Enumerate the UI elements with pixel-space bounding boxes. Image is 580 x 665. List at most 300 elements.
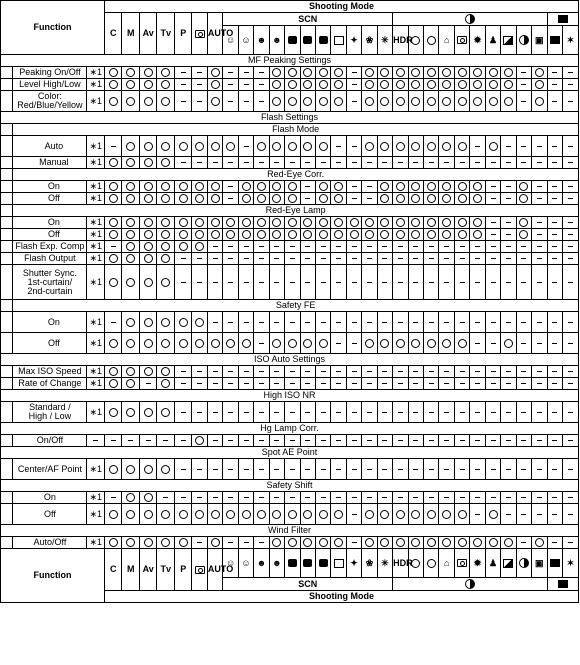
unavailable-mark bbox=[197, 72, 202, 73]
availability-cell bbox=[122, 229, 140, 241]
available-mark bbox=[458, 68, 467, 77]
availability-cell bbox=[157, 402, 175, 423]
availability-cell bbox=[285, 67, 300, 79]
availability-cell bbox=[238, 91, 253, 112]
availability-cell bbox=[139, 459, 157, 480]
availability-cell bbox=[223, 217, 238, 229]
availability-cell bbox=[122, 181, 140, 193]
unavailable-mark bbox=[274, 162, 279, 163]
availability-cell bbox=[346, 402, 361, 423]
mode-column-header bbox=[254, 549, 269, 578]
availability-cell bbox=[254, 312, 269, 333]
unavailable-mark bbox=[305, 412, 310, 413]
available-mark bbox=[396, 510, 405, 519]
indent-cell bbox=[1, 312, 13, 333]
available-mark bbox=[272, 510, 281, 519]
underwater-icon: ❀ bbox=[365, 557, 374, 568]
mode-tv: Tv bbox=[157, 549, 175, 591]
availability-cell bbox=[470, 241, 485, 253]
availability-cell bbox=[377, 241, 392, 253]
mode-column-header bbox=[485, 26, 500, 55]
unavailable-mark bbox=[336, 412, 341, 413]
mode-column-header bbox=[408, 26, 423, 55]
available-mark bbox=[272, 142, 281, 151]
indent-cell bbox=[1, 67, 13, 79]
available-mark bbox=[334, 510, 343, 519]
unavailable-mark bbox=[552, 440, 557, 441]
row-label: Off bbox=[13, 504, 87, 525]
unavailable-mark bbox=[568, 383, 573, 384]
availability-cell bbox=[300, 402, 315, 423]
availability-cell bbox=[454, 241, 469, 253]
unavailable-mark bbox=[367, 246, 372, 247]
available-mark bbox=[380, 339, 389, 348]
unavailable-mark bbox=[460, 258, 465, 259]
availability-cell bbox=[439, 435, 454, 447]
unavailable-mark bbox=[336, 282, 341, 283]
wink-timer-icon: ☻ bbox=[256, 34, 267, 45]
unavailable-mark bbox=[228, 162, 233, 163]
unavailable-mark bbox=[197, 371, 202, 372]
availability-cell bbox=[207, 79, 222, 91]
available-mark bbox=[442, 182, 451, 191]
note-cell bbox=[87, 435, 105, 447]
available-mark bbox=[411, 339, 420, 348]
unavailable-mark bbox=[146, 440, 151, 441]
unavailable-mark bbox=[382, 469, 387, 470]
unavailable-mark bbox=[197, 542, 202, 543]
unavailable-mark bbox=[429, 282, 434, 283]
available-mark bbox=[319, 230, 328, 239]
mode-column-header bbox=[346, 26, 361, 55]
available-mark bbox=[126, 97, 135, 106]
unavailable-mark bbox=[259, 322, 264, 323]
availability-cell bbox=[485, 504, 500, 525]
available-mark bbox=[334, 182, 343, 191]
available-mark bbox=[396, 538, 405, 547]
availability-cell bbox=[315, 435, 330, 447]
unavailable-mark bbox=[367, 440, 372, 441]
availability-cell bbox=[269, 193, 284, 205]
availability-cell bbox=[254, 253, 269, 265]
mode-column-header bbox=[454, 26, 469, 55]
availability-cell bbox=[157, 378, 175, 390]
availability-cell bbox=[104, 366, 122, 378]
availability-cell bbox=[439, 378, 454, 390]
available-mark bbox=[288, 97, 297, 106]
available-mark bbox=[458, 538, 467, 547]
creative-filters-icon bbox=[465, 14, 475, 24]
available-mark bbox=[109, 230, 118, 239]
available-mark bbox=[257, 194, 266, 203]
available-mark bbox=[427, 182, 436, 191]
available-mark bbox=[442, 68, 451, 77]
unavailable-mark bbox=[475, 162, 480, 163]
availability-cell bbox=[300, 435, 315, 447]
availability-cell bbox=[424, 181, 439, 193]
availability-cell bbox=[362, 459, 377, 480]
availability-cell bbox=[516, 492, 531, 504]
unavailable-mark bbox=[398, 246, 403, 247]
availability-cell bbox=[547, 229, 562, 241]
available-mark bbox=[109, 408, 118, 417]
available-mark bbox=[489, 142, 498, 151]
availability-cell bbox=[470, 492, 485, 504]
availability-cell bbox=[207, 333, 222, 354]
availability-cell bbox=[254, 229, 269, 241]
availability-cell bbox=[424, 193, 439, 205]
availability-cell bbox=[485, 193, 500, 205]
available-mark bbox=[519, 182, 528, 191]
availability-cell bbox=[331, 157, 346, 169]
unavailable-mark bbox=[491, 186, 496, 187]
availability-cell bbox=[139, 366, 157, 378]
unavailable-mark bbox=[367, 258, 372, 259]
available-mark bbox=[242, 194, 251, 203]
availability-cell bbox=[532, 378, 547, 390]
unavailable-mark bbox=[491, 234, 496, 235]
availability-cell bbox=[393, 181, 408, 193]
availability-cell bbox=[562, 241, 578, 253]
unavailable-mark bbox=[382, 246, 387, 247]
availability-cell bbox=[269, 378, 284, 390]
unavailable-mark bbox=[568, 101, 573, 102]
unavailable-mark bbox=[197, 258, 202, 259]
availability-cell bbox=[454, 265, 469, 300]
availability-cell bbox=[207, 217, 222, 229]
availability-cell bbox=[269, 435, 284, 447]
unavailable-mark bbox=[321, 282, 326, 283]
availability-cell bbox=[547, 79, 562, 91]
availability-cell bbox=[346, 504, 361, 525]
availability-cell bbox=[122, 157, 140, 169]
available-mark bbox=[396, 339, 405, 348]
unavailable-mark bbox=[429, 412, 434, 413]
note-cell: ∗1 bbox=[87, 537, 105, 549]
availability-cell bbox=[501, 504, 516, 525]
unavailable-mark bbox=[568, 469, 573, 470]
unavailable-mark bbox=[491, 222, 496, 223]
availability-cell bbox=[139, 402, 157, 423]
availability-cell bbox=[139, 312, 157, 333]
unavailable-mark bbox=[506, 222, 511, 223]
available-mark bbox=[242, 339, 251, 348]
unavailable-mark bbox=[181, 84, 186, 85]
face-timer-icon: ☻ bbox=[272, 34, 282, 45]
availability-cell bbox=[454, 459, 469, 480]
available-mark bbox=[489, 97, 498, 106]
unavailable-mark bbox=[382, 412, 387, 413]
unavailable-mark bbox=[259, 84, 264, 85]
availability-cell bbox=[377, 79, 392, 91]
availability-cell bbox=[269, 402, 284, 423]
unavailable-mark bbox=[367, 322, 372, 323]
available-mark bbox=[144, 367, 153, 376]
available-mark bbox=[195, 436, 204, 445]
available-mark bbox=[319, 510, 328, 519]
mode-column-header bbox=[516, 549, 531, 578]
availability-cell bbox=[207, 229, 222, 241]
availability-cell bbox=[424, 79, 439, 91]
availability-cell bbox=[300, 79, 315, 91]
unavailable-mark bbox=[429, 322, 434, 323]
availability-cell bbox=[516, 378, 531, 390]
available-mark bbox=[303, 142, 312, 151]
indent-cell bbox=[1, 241, 13, 253]
availability-cell bbox=[532, 241, 547, 253]
available-mark bbox=[161, 339, 170, 348]
available-mark bbox=[396, 80, 405, 89]
unavailable-mark bbox=[506, 198, 511, 199]
unavailable-mark bbox=[228, 412, 233, 413]
available-mark bbox=[458, 218, 467, 227]
section-title: ISO Auto Settings bbox=[1, 354, 579, 366]
availability-cell bbox=[470, 217, 485, 229]
mode-column-header bbox=[562, 26, 578, 55]
note-cell: ∗1 bbox=[87, 136, 105, 157]
available-mark bbox=[179, 230, 188, 239]
unavailable-mark bbox=[382, 371, 387, 372]
available-mark bbox=[396, 68, 405, 77]
unavailable-mark bbox=[228, 198, 233, 199]
availability-cell bbox=[254, 504, 269, 525]
availability-cell bbox=[157, 136, 175, 157]
unavailable-mark bbox=[460, 440, 465, 441]
availability-cell bbox=[104, 67, 122, 79]
availability-cell bbox=[485, 136, 500, 157]
unavailable-mark bbox=[491, 371, 496, 372]
available-mark bbox=[272, 538, 281, 547]
availability-cell bbox=[454, 91, 469, 112]
available-mark bbox=[411, 510, 420, 519]
unavailable-mark bbox=[244, 162, 249, 163]
available-mark bbox=[319, 339, 328, 348]
availability-cell bbox=[104, 79, 122, 91]
availability-cell bbox=[269, 181, 284, 193]
handheld-night-icon bbox=[319, 559, 328, 567]
note-cell: ∗1 bbox=[87, 91, 105, 112]
unavailable-mark bbox=[537, 371, 542, 372]
availability-cell bbox=[207, 253, 222, 265]
availability-cell bbox=[223, 435, 238, 447]
unavailable-mark bbox=[259, 72, 264, 73]
unavailable-mark bbox=[274, 322, 279, 323]
unavailable-mark bbox=[228, 72, 233, 73]
availability-cell bbox=[285, 537, 300, 549]
availability-cell bbox=[393, 229, 408, 241]
availability-cell bbox=[501, 366, 516, 378]
unavailable-mark bbox=[305, 198, 310, 199]
availability-cell bbox=[516, 241, 531, 253]
availability-cell bbox=[424, 366, 439, 378]
availability-cell bbox=[174, 366, 192, 378]
unavailable-mark bbox=[413, 412, 418, 413]
unavailable-mark bbox=[552, 186, 557, 187]
availability-cell bbox=[122, 79, 140, 91]
available-mark bbox=[161, 379, 170, 388]
availability-cell bbox=[285, 229, 300, 241]
availability-cell bbox=[139, 91, 157, 112]
available-mark bbox=[179, 182, 188, 191]
note-cell: ∗1 bbox=[87, 79, 105, 91]
underwater-icon: ❀ bbox=[365, 34, 374, 45]
available-mark bbox=[535, 80, 544, 89]
unavailable-mark bbox=[537, 222, 542, 223]
availability-cell bbox=[532, 366, 547, 378]
availability-cell bbox=[439, 91, 454, 112]
availability-cell bbox=[104, 459, 122, 480]
availability-cell bbox=[547, 67, 562, 79]
available-mark bbox=[179, 538, 188, 547]
availability-cell bbox=[285, 181, 300, 193]
available-mark bbox=[257, 142, 266, 151]
availability-cell bbox=[254, 492, 269, 504]
availability-cell bbox=[223, 136, 238, 157]
mode-column-header bbox=[439, 549, 454, 578]
note-cell: ∗1 bbox=[87, 333, 105, 354]
availability-cell bbox=[408, 459, 423, 480]
availability-cell bbox=[547, 492, 562, 504]
unavailable-mark bbox=[413, 383, 418, 384]
toy-camera-icon bbox=[457, 559, 467, 567]
unavailable-mark bbox=[259, 246, 264, 247]
available-mark bbox=[144, 194, 153, 203]
availability-cell bbox=[377, 435, 392, 447]
unavailable-mark bbox=[93, 440, 98, 441]
section-title: Hg Lamp Corr. bbox=[1, 423, 579, 435]
availability-cell bbox=[174, 333, 192, 354]
available-mark bbox=[380, 97, 389, 106]
available-mark bbox=[458, 230, 467, 239]
availability-cell bbox=[439, 459, 454, 480]
availability-cell bbox=[485, 217, 500, 229]
availability-cell bbox=[331, 253, 346, 265]
availability-cell bbox=[424, 459, 439, 480]
unavailable-mark bbox=[228, 440, 233, 441]
available-mark bbox=[380, 68, 389, 77]
unavailable-mark bbox=[429, 371, 434, 372]
available-mark bbox=[427, 510, 436, 519]
availability-cell bbox=[315, 136, 330, 157]
availability-cell bbox=[139, 253, 157, 265]
unavailable-mark bbox=[290, 497, 295, 498]
availability-cell bbox=[547, 217, 562, 229]
availability-cell bbox=[439, 229, 454, 241]
availability-cell bbox=[346, 459, 361, 480]
unavailable-mark bbox=[213, 469, 218, 470]
movie-footer bbox=[547, 578, 578, 591]
availability-cell bbox=[331, 229, 346, 241]
available-mark bbox=[195, 318, 204, 327]
availability-cell bbox=[454, 504, 469, 525]
availability-cell bbox=[439, 181, 454, 193]
unavailable-mark bbox=[521, 469, 526, 470]
availability-cell bbox=[377, 537, 392, 549]
availability-cell bbox=[139, 504, 157, 525]
unavailable-mark bbox=[475, 343, 480, 344]
unavailable-mark bbox=[321, 383, 326, 384]
unavailable-mark bbox=[521, 514, 526, 515]
unavailable-mark bbox=[506, 469, 511, 470]
available-mark bbox=[334, 80, 343, 89]
unavailable-mark bbox=[367, 497, 372, 498]
availability-cell bbox=[238, 504, 253, 525]
unavailable-mark bbox=[352, 343, 357, 344]
available-mark bbox=[126, 68, 135, 77]
row-label: Center/AF Point bbox=[13, 459, 87, 480]
availability-cell bbox=[424, 67, 439, 79]
unavailable-mark bbox=[305, 371, 310, 372]
unavailable-mark bbox=[413, 497, 418, 498]
unavailable-mark bbox=[352, 84, 357, 85]
available-mark bbox=[519, 218, 528, 227]
availability-cell bbox=[532, 253, 547, 265]
availability-cell bbox=[174, 181, 192, 193]
unavailable-mark bbox=[568, 371, 573, 372]
group-label: Red-Eye Lamp bbox=[13, 205, 579, 217]
unavailable-mark bbox=[181, 72, 186, 73]
unavailable-mark bbox=[491, 343, 496, 344]
availability-cell bbox=[377, 378, 392, 390]
availability-cell bbox=[547, 253, 562, 265]
availability-cell bbox=[532, 136, 547, 157]
availability-cell bbox=[454, 229, 469, 241]
unavailable-mark bbox=[197, 101, 202, 102]
availability-cell bbox=[346, 435, 361, 447]
unavailable-mark bbox=[506, 234, 511, 235]
unavailable-mark bbox=[244, 258, 249, 259]
unavailable-mark bbox=[444, 383, 449, 384]
availability-cell bbox=[516, 91, 531, 112]
availability-cell bbox=[238, 79, 253, 91]
availability-cell bbox=[192, 435, 207, 447]
face-timer-icon: ☻ bbox=[272, 557, 282, 568]
availability-cell bbox=[223, 402, 238, 423]
unavailable-mark bbox=[228, 101, 233, 102]
availability-cell bbox=[122, 136, 140, 157]
availability-cell bbox=[238, 459, 253, 480]
availability-cell bbox=[377, 253, 392, 265]
availability-cell bbox=[454, 402, 469, 423]
indent-cell bbox=[1, 157, 13, 169]
unavailable-mark bbox=[290, 246, 295, 247]
mode-column-header bbox=[285, 26, 300, 55]
unavailable-mark bbox=[568, 282, 573, 283]
availability-cell bbox=[157, 157, 175, 169]
unavailable-mark bbox=[521, 497, 526, 498]
unavailable-mark bbox=[429, 383, 434, 384]
unavailable-mark bbox=[274, 440, 279, 441]
availability-cell bbox=[104, 136, 122, 157]
availability-cell bbox=[516, 265, 531, 300]
available-mark bbox=[504, 97, 513, 106]
availability-cell bbox=[331, 217, 346, 229]
availability-cell bbox=[331, 333, 346, 354]
availability-cell bbox=[174, 435, 192, 447]
available-mark bbox=[303, 218, 312, 227]
movie-mode-icon bbox=[558, 15, 568, 23]
unavailable-mark bbox=[413, 322, 418, 323]
section-title: Wind Filter bbox=[1, 525, 579, 537]
availability-cell bbox=[346, 157, 361, 169]
availability-cell bbox=[532, 504, 547, 525]
available-mark bbox=[504, 80, 513, 89]
miniature-icon: ⌂ bbox=[443, 34, 450, 45]
availability-cell bbox=[174, 91, 192, 112]
available-mark bbox=[211, 339, 220, 348]
unavailable-mark bbox=[506, 258, 511, 259]
available-mark bbox=[126, 408, 135, 417]
